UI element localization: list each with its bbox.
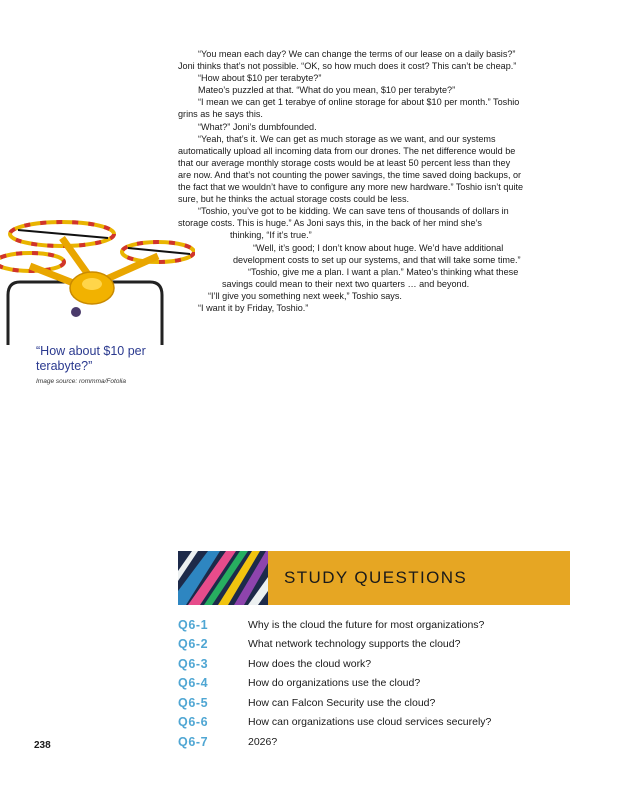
story-line: “I want it by Friday, Toshio.” [198,302,309,313]
story-line: that our average monthly storage costs would be at least 50 percent less than they [178,157,511,168]
list-item [178,635,578,655]
list-item [178,615,578,635]
story-line: “Toshio, give me a plan. I want a plan.” Mateo’s thinking what these [248,266,519,277]
list-item [178,693,578,713]
story-line: sure, but he thinks the actual storage costs could be less. [178,194,410,205]
question-text: Why is the cloud the future for most organizations? [248,618,485,631]
story-line: thinking, “If it’s true.” [230,230,312,241]
question-number: Q6-1 [178,617,209,632]
story-line: Mateo’s puzzled at that. “What do you mean, $10 per terabyte?” [198,85,456,96]
question-number: Q6-5 [178,695,209,710]
question-text: How do organizations use the cloud? [248,677,421,690]
list-item [178,732,578,752]
image-source: Image source: rommma/Fotolia [36,378,126,385]
story-line: “What?” Joni’s dumbfounded. [198,121,317,132]
story-line: “Well, it’s good; I don’t know about huge. We’d have additional [253,242,504,253]
decorative-art-icon [178,551,268,605]
story-line: “How about $10 per terabyte?” [198,73,322,84]
caption-title: “How about $10 per terabyte?” [36,344,146,373]
story-line: “Yeah, that’s it. We can get as much storage as we want, and our systems [198,133,496,144]
story-line: “Toshio, you’ve got to be kidding. We can save tens of thousands of dollars in [198,206,509,217]
question-text: What network technology supports the cloud? [248,638,461,651]
story-text [178,48,573,314]
question-text: How can organizations use cloud services securely? [248,716,492,729]
list-item [178,654,578,674]
story-line: storage costs. This is huge.” As Joni says this, in the back of her mind she’s [178,218,482,229]
question-number: Q6-2 [178,637,209,652]
study-questions-list [178,615,578,752]
story-line: savings could mean to their next two quarters … and beyond. [222,278,470,289]
question-text: How can Falcon Security use the cloud? [248,696,436,709]
question-number: Q6-7 [178,734,209,749]
story-line: automatically upload all incoming data from our drones. The net difference would be [178,145,516,156]
drone-photo [0,200,195,350]
story-line: “You mean each day? We can change the terms of our lease on a daily basis?” [198,49,516,59]
story-line: “I’ll give you something next week,” Toshio says. [208,290,402,301]
drone-icon [0,200,195,350]
study-questions-banner [178,551,570,605]
question-number: Q6-4 [178,676,209,691]
question-number: Q6-3 [178,656,209,671]
study-questions-heading: STUDY QUESTIONS [268,551,570,605]
list-item [178,674,578,694]
story-line: the fact that we wouldn’t have to configure any more new hardware.” Toshio isn’t quite [178,182,524,193]
list-item [178,713,578,733]
question-text: How does the cloud work? [248,657,372,670]
page-number: 238 [34,740,51,751]
figure-caption [36,344,166,385]
story-line: are now. And that’s not counting the power savings, the time saved doing backups, or [178,169,522,180]
story-line: Joni thinks that’s not possible. “OK, so how much does it cost? This can’t be cheap.” [178,61,517,72]
question-text: 2026? [248,735,278,748]
story-line: development costs to set up our systems, and that will take some time.” [233,254,521,265]
story-line: “I mean we can get 1 terabye of online storage for about $10 per month.” Toshio [198,97,520,108]
story-line: grins as he says this. [178,109,263,120]
question-number: Q6-6 [178,715,209,730]
